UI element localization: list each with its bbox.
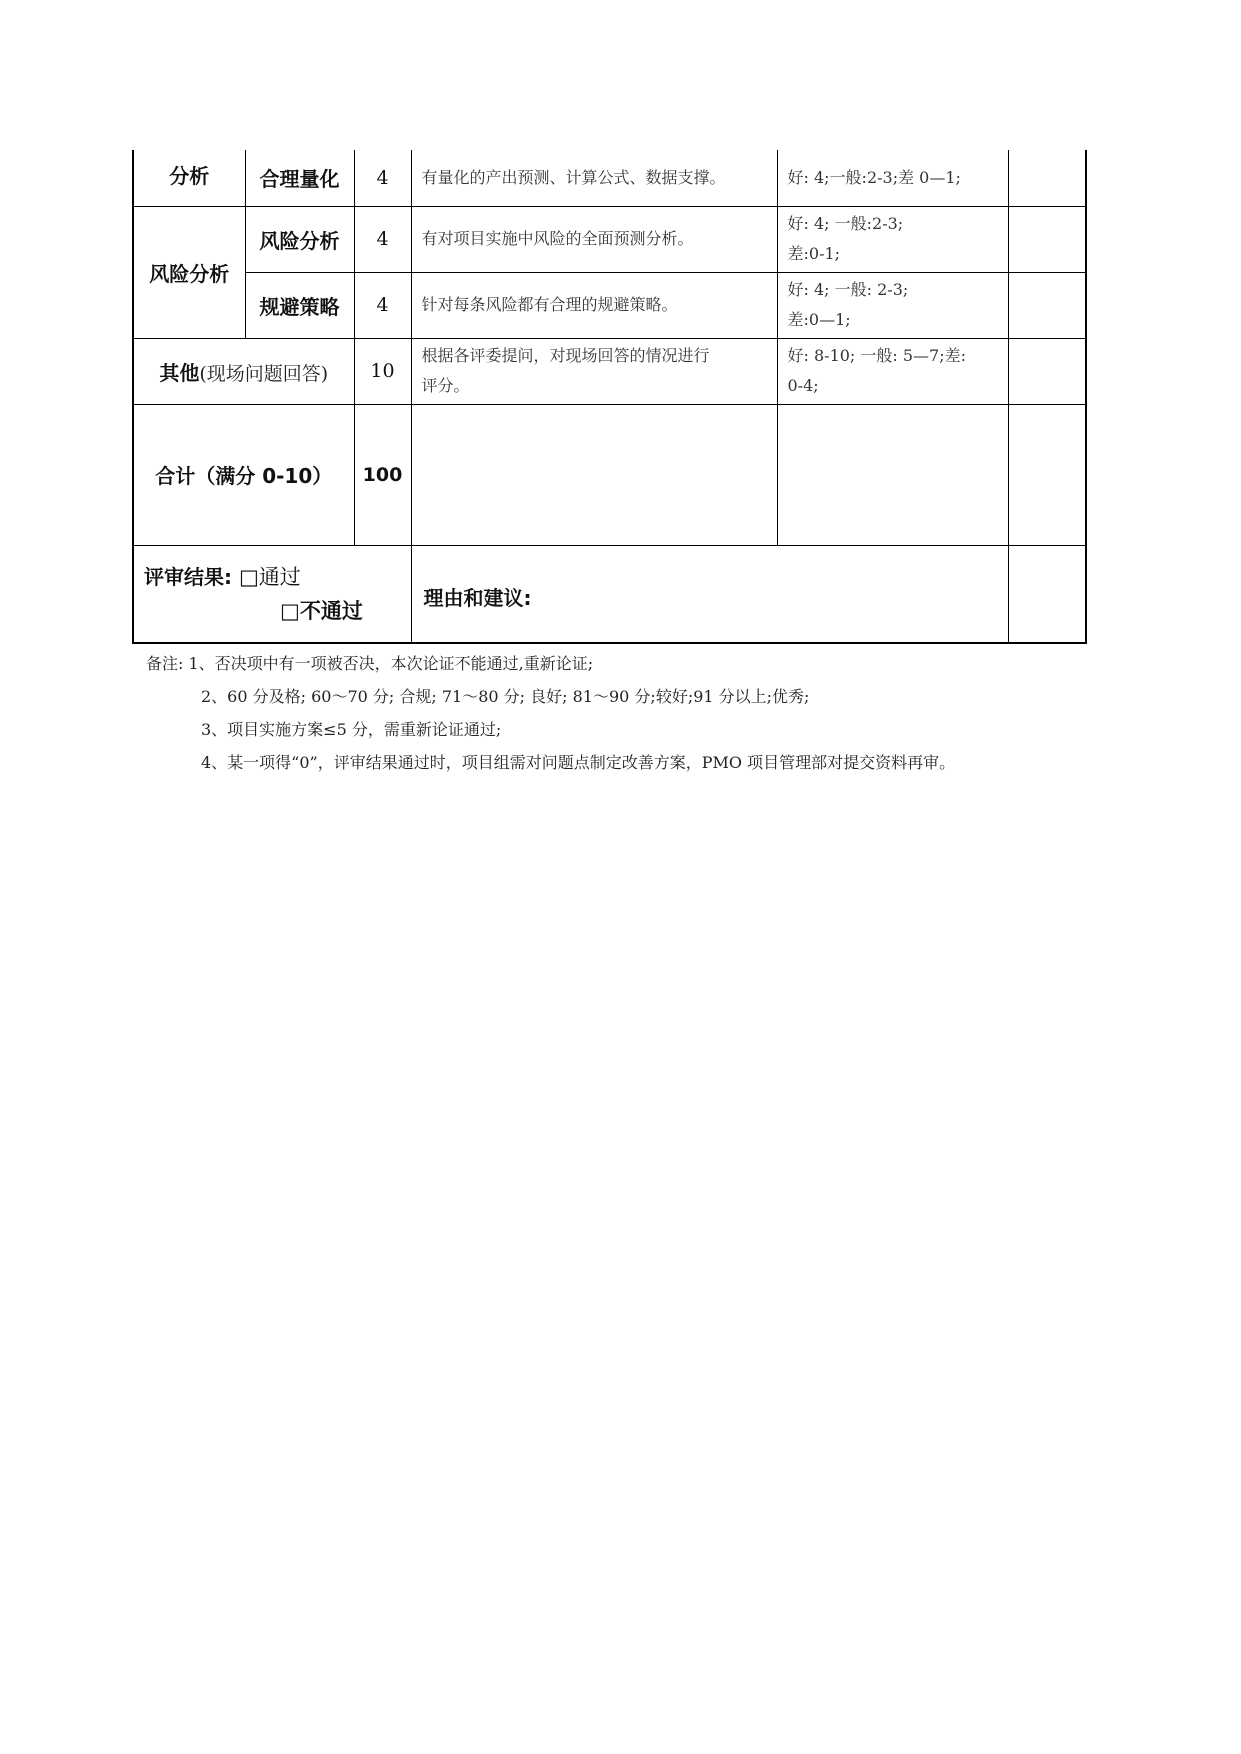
table-row-quant — [133, 150, 1086, 206]
total-standard-cell[interactable] — [411, 404, 777, 545]
standard-cell: 有对项目实施中风险的全面预测分析。 — [411, 206, 777, 272]
score-cell: 4 — [354, 272, 411, 338]
item-cell — [245, 272, 354, 338]
standard-line: 评分。 — [421, 376, 470, 395]
table-row-other — [133, 338, 1086, 404]
empty-score-cell[interactable] — [1008, 338, 1086, 404]
category-label: 风险分析 — [149, 261, 230, 286]
total-label: 合计（满分 0-10） — [133, 404, 354, 545]
category-cell — [133, 206, 245, 338]
criteria-line: 差:0-1; — [787, 244, 841, 263]
criteria-line: 好: 4; 一般:2-3; — [787, 214, 904, 233]
standard-cell: 针对每条风险都有合理的规避策略。 — [411, 272, 777, 338]
score-cell: 4 — [354, 206, 411, 272]
category-cell — [133, 150, 245, 206]
empty-score-cell[interactable] — [1008, 272, 1086, 338]
total-score: 100 — [354, 404, 411, 545]
empty-score-cell[interactable] — [1008, 150, 1086, 206]
score-cell: 10 — [354, 338, 411, 404]
note-line: 2、60 分及格; 60～70 分; 合规; 71～80 分; 良好; 81～90 分;较好;91 分以上;优秀; — [201, 687, 810, 706]
fail-checkbox[interactable]: □不通过 — [280, 597, 363, 623]
score-cell: 4 — [354, 150, 411, 206]
note-line: 3、项目实施方案≤5 分，需重新论证通过; — [201, 720, 502, 739]
other-label-cell — [133, 338, 354, 404]
criteria-line: 差:0—1; — [787, 310, 851, 329]
item-cell — [245, 150, 354, 206]
table-row-risk — [133, 206, 1086, 272]
note-line: 4、某一项得“0”，评审结果通过时，项目组需对问题点制定改善方案，PMO 项目管理部对提交资料再审。 — [201, 753, 956, 772]
reason-cell[interactable] — [411, 545, 1008, 643]
criteria-line: 0-4; — [787, 376, 819, 395]
other-label: 其他 — [159, 360, 200, 385]
item-label: 风险分析 — [259, 228, 340, 253]
notes-section — [146, 647, 1106, 779]
category-label: 分析 — [169, 164, 210, 188]
total-criteria-cell[interactable] — [777, 404, 1008, 545]
review-table — [132, 150, 1087, 644]
note-line: 备注: 1、否决项中有一项被否决，本次论证不能通过,重新论证; — [146, 654, 594, 673]
item-cell — [245, 206, 354, 272]
standard-cell: 有量化的产出预测、计算公式、数据支撑。 — [411, 150, 777, 206]
result-cell — [133, 545, 411, 643]
reason-label: 理由和建议: — [423, 586, 532, 610]
empty-score-cell[interactable] — [1008, 206, 1086, 272]
standard-cell — [411, 338, 777, 404]
other-sublabel: (现场问题回答) — [199, 362, 329, 385]
table-row-total — [133, 404, 1086, 545]
result-empty-cell[interactable] — [1008, 545, 1086, 643]
standard-line: 根据各评委提问，对现场回答的情况进行 — [421, 346, 710, 365]
table-row-strategy — [133, 272, 1086, 338]
item-label: 规避策略 — [259, 294, 340, 319]
total-empty-cell[interactable] — [1008, 404, 1086, 545]
criteria-line: 好: 8-10; 一般: 5—7;差: — [787, 346, 967, 365]
criteria-cell: 好: 4;一般:2-3;差 0—1; — [777, 150, 1008, 206]
criteria-cell — [777, 338, 1008, 404]
criteria-cell — [777, 272, 1008, 338]
result-label: 评审结果: — [144, 564, 232, 589]
table-row-result — [133, 545, 1086, 643]
pass-checkbox[interactable]: □通过 — [238, 564, 301, 589]
criteria-cell — [777, 206, 1008, 272]
item-label: 合理量化 — [259, 167, 340, 192]
criteria-line: 好: 4; 一般: 2-3; — [787, 280, 909, 299]
